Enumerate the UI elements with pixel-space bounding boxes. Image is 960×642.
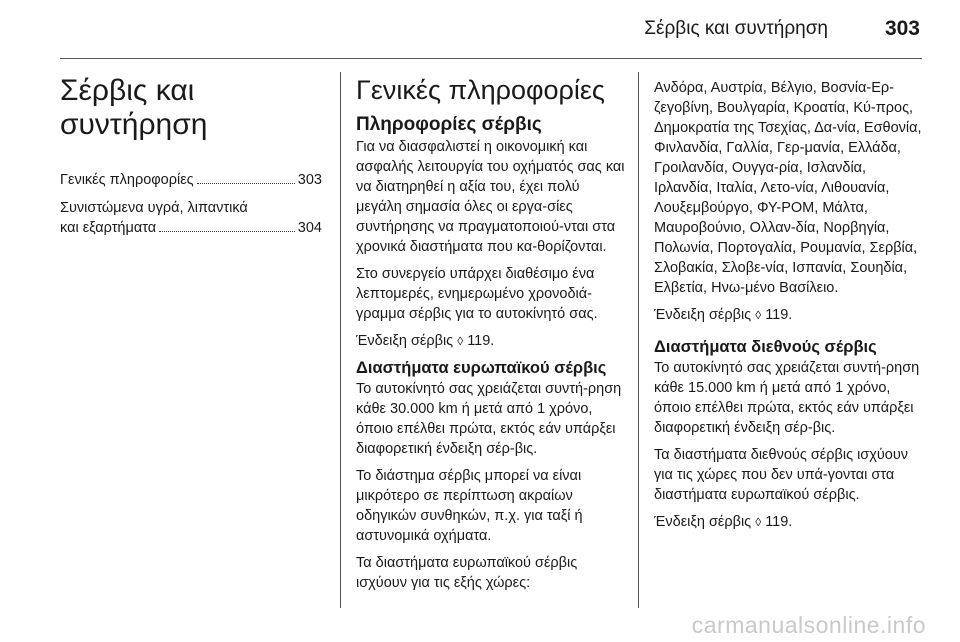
column-divider-left <box>340 72 341 608</box>
intl-service-heading: Διαστήματα διεθνούς σέρβις <box>654 338 877 356</box>
eu-service-paragraph: Το αυτοκίνητό σας χρειάζεται συντή-ρηση κάθε 30.000 km ή μετά από 1 χρόνο, όποιο επέλθει πρώτα, εκτός εάν υπάρξει διαφορετική ένδειξη σέρ-βις. <box>356 381 622 457</box>
toc-column <box>60 74 322 246</box>
reference-text: Ένδειξη σέρβις <box>654 514 752 530</box>
reference-page-link[interactable]: 119. <box>765 307 793 323</box>
watermark: carmanualsonline.info <box>691 612 926 638</box>
service-info-paragraph: Για να διασφαλιστεί η οικονομική και ασφαλής λειτουργία του οχήματός σας και να διατηρηθεί η αξία του, έχει πολύ μεγάλη σημασία όλες οι εργα-σίες συντήρησης να πραγματοποιού-νται στα χρονικά διαστήματα που κα-θορίζονται. <box>356 139 625 255</box>
column-divider-right <box>638 72 639 608</box>
eu-countries-intro: Τα διαστήματα ευρωπαϊκού σέρβις ισχύουν για τις εξής χώρες: <box>356 555 578 591</box>
service-interval-paragraph: Το διάστημα σέρβις μπορεί να είναι μικρότερο σε περίπτωση ακραίων οδηγικών συνθηκών, π.χ. για ταξί ή αστυνομικά οχήματα. <box>356 468 583 544</box>
service-reference <box>654 305 924 325</box>
reference-arrow-icon: ◊ <box>755 308 762 322</box>
reference-page-link[interactable]: 119. <box>467 333 495 349</box>
toc-entry-label: Γενικές πληροφορίες <box>60 172 194 188</box>
right-column <box>654 78 924 539</box>
service-info-heading: Πληροφορίες σέρβις <box>356 114 542 135</box>
header-rule <box>60 58 922 59</box>
toc-entry-general-info[interactable] <box>60 170 322 190</box>
toc-leader-dots <box>159 231 295 232</box>
chapter-title: Σέρβις και συντήρηση <box>60 74 208 141</box>
toc-entry-page: 304 <box>297 220 322 236</box>
toc-entry-fluids[interactable] <box>60 198 322 238</box>
country-list: Ανδόρα, Αυστρία, Βέλγιο, Βοσνία-Ερ-ζεγοβίνη, Βουλγαρία, Κροατία, Κύ-προς, Δημοκρατία της Τσεχίας, Δα-νία, Εσθονία, Φινλανδία, Γαλλία, Γερ-μανία, Ελλάδα, Γροιλανδία, Ουγγα-ρία, Ισλανδία, Ιρλανδία, Ιταλία, Λετο-νία, Λιθουανία, Λουξεμβούργο, ΦΥ-ΡΟΜ, Μάλτα, Μαυροβούνιο, Ολλαν-δία, Νορβηγία, Πολωνία, Πορτογαλία, Ρουμανία, Σερβία, Σλοβακία, Σλοβε-νία, Ισπανία, Σουηδία, Ελβετία, Ηνω-μένο Βασίλειο. <box>654 80 922 296</box>
reference-text: Ένδειξη σέρβις <box>654 307 752 323</box>
reference-text: Ένδειξη σέρβις <box>356 333 454 349</box>
eu-service-heading: Διαστήματα ευρωπαϊκού σέρβις <box>356 359 607 377</box>
service-reference <box>654 512 924 532</box>
reference-arrow-icon: ◊ <box>755 515 762 529</box>
running-header-title: Σέρβις και συντήρηση <box>644 18 828 39</box>
intl-service-paragraph: Το αυτοκίνητό σας χρειάζεται συντή-ρηση κάθε 15.000 km ή μετά από 1 χρόνο, όποιο επέλθει πρώτα, εκτός εάν υπάρξει διαφορετική ένδειξη σέρ-βις. <box>654 360 920 436</box>
section-title: Γενικές πληροφορίες <box>356 75 605 105</box>
toc-entry-label-line1: Συνιστώμενα υγρά, λιπαντικά <box>60 200 248 216</box>
intl-countries-paragraph: Τα διαστήματα διεθνούς σέρβις ισχύουν για τις χώρες που δεν υπά-γονται στα διαστήματα ευρωπαϊκού σέρβις. <box>654 447 909 503</box>
reference-arrow-icon: ◊ <box>457 334 464 348</box>
service-schedule-paragraph: Στο συνεργείο υπάρχει διαθέσιμο ένα λεπτομερές, ενημερωμένο χρονοδιά-γραμμα σέρβις για το αυτοκίνητό σας. <box>356 266 598 322</box>
service-reference <box>356 331 628 351</box>
toc-entry-page: 303 <box>297 172 322 188</box>
page-number: 303 <box>884 17 920 40</box>
middle-column <box>356 74 628 600</box>
toc-leader-dots <box>197 183 295 184</box>
toc-entry-label-line2: και εξαρτήματα <box>60 220 157 236</box>
reference-page-link[interactable]: 119. <box>765 514 793 530</box>
